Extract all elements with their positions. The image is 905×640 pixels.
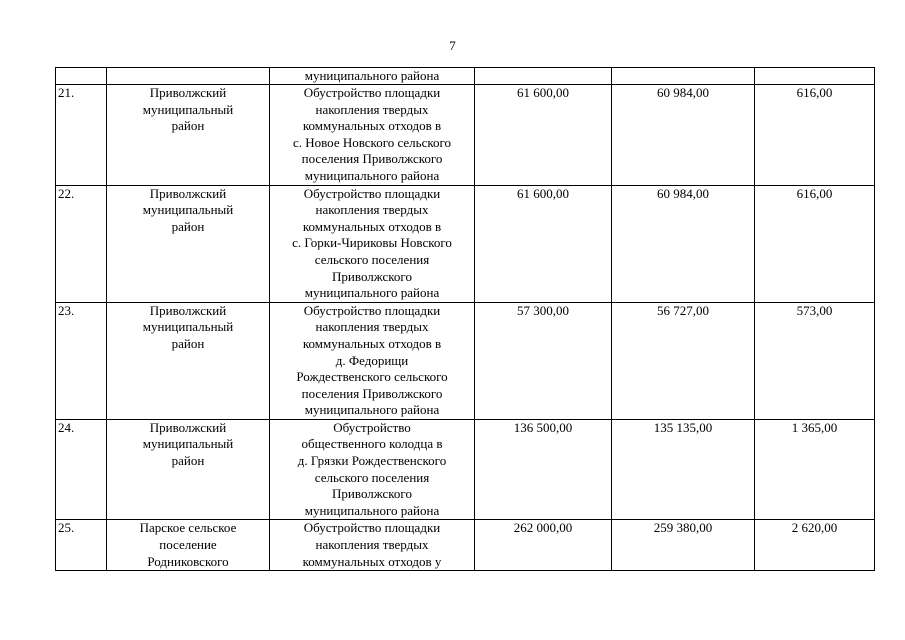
description-line: коммунальных отходов в xyxy=(302,335,442,351)
description-line: поселения Приволжского xyxy=(301,151,443,167)
table-row xyxy=(56,419,875,520)
cell-local: 616,00 xyxy=(755,185,875,302)
cell-federal: 56 727,00 xyxy=(612,302,755,419)
description-line: муниципального района xyxy=(304,502,440,518)
description-line: Обустройство площадки xyxy=(303,85,441,100)
cell-number xyxy=(56,68,107,85)
table-row xyxy=(56,85,875,186)
description-line: муниципального района xyxy=(304,402,440,418)
district-line: Приволжский xyxy=(149,302,227,318)
district-line: Парское сельское xyxy=(139,520,237,536)
cell-total: 136 500,00 xyxy=(475,419,612,520)
cell-number: 23. xyxy=(56,302,107,419)
description-line: Обустройство xyxy=(333,419,411,435)
district-line: муниципальный xyxy=(142,319,234,335)
cell-total xyxy=(475,68,612,85)
cell-number: 25. xyxy=(56,520,107,571)
cell-number: 24. xyxy=(56,419,107,520)
cell-district xyxy=(107,185,270,302)
description-line: д. Грязки Рождественского xyxy=(297,453,447,469)
cell-federal: 60 984,00 xyxy=(612,85,755,186)
description-line: сельского поселения xyxy=(314,469,430,485)
cell-description xyxy=(270,520,475,571)
cell-district xyxy=(107,419,270,520)
description-line: Обустройство площадки xyxy=(303,520,441,536)
description-line: с. Горки-Чириковы Новского xyxy=(292,235,452,251)
description-line: Приволжского xyxy=(332,486,412,502)
district-line: муниципальный xyxy=(142,436,234,452)
page-number: 7 xyxy=(449,38,456,53)
description-line: накопления твердых xyxy=(315,202,429,218)
description-line: накопления твердых xyxy=(315,101,429,117)
cell-district xyxy=(107,302,270,419)
cell-local xyxy=(755,68,875,85)
cell-local: 616,00 xyxy=(755,85,875,186)
cell-description xyxy=(270,85,475,186)
budget-table xyxy=(55,67,875,571)
description-line: муниципального района xyxy=(304,285,440,301)
table-row xyxy=(56,302,875,419)
cell-description xyxy=(270,302,475,419)
cell-total: 262 000,00 xyxy=(475,520,612,571)
district-line: поселение xyxy=(159,537,217,553)
cell-number: 22. xyxy=(56,185,107,302)
district-line: район xyxy=(171,218,205,234)
description-line: коммунальных отходов у xyxy=(302,553,442,569)
description-line: коммунальных отходов в xyxy=(302,218,442,234)
description-line: Обустройство площадки xyxy=(303,185,441,201)
cell-total: 61 600,00 xyxy=(475,85,612,186)
cell-description xyxy=(270,185,475,302)
cell-district xyxy=(107,85,270,186)
description-line: Рождественского сельского xyxy=(296,369,448,385)
cell-local: 1 365,00 xyxy=(755,419,875,520)
description-line: д. Федорищи xyxy=(335,352,409,368)
table-row xyxy=(56,185,875,302)
cell-federal: 135 135,00 xyxy=(612,419,755,520)
description-line: с. Новое Новского сельского xyxy=(292,134,452,150)
cell-district xyxy=(107,68,270,85)
description-line: общественного колодца в xyxy=(301,436,443,452)
cell-total: 61 600,00 xyxy=(475,185,612,302)
description-line: муниципального района xyxy=(304,167,440,183)
description-line: Обустройство площадки xyxy=(303,302,441,318)
table-row-continuation xyxy=(56,68,875,85)
description-line: сельского поселения xyxy=(314,251,430,267)
description-line: Приволжского xyxy=(332,268,412,284)
district-line: район xyxy=(171,335,205,351)
cell-local: 2 620,00 xyxy=(755,520,875,571)
cell-description: муниципального района xyxy=(270,68,475,85)
table-row xyxy=(56,520,875,571)
cell-federal: 259 380,00 xyxy=(612,520,755,571)
district-line: Приволжский xyxy=(149,419,227,435)
district-line: район xyxy=(171,453,205,469)
description-line: накопления твердых xyxy=(315,537,429,553)
cell-local: 573,00 xyxy=(755,302,875,419)
description-line: коммунальных отходов в xyxy=(302,118,442,134)
cell-federal: 60 984,00 xyxy=(612,185,755,302)
description-line: поселения Приволжского xyxy=(301,385,443,401)
district-line: Приволжский xyxy=(149,185,227,201)
district-line: Родниковского xyxy=(147,553,229,569)
cell-district xyxy=(107,520,270,571)
district-line: муниципальный xyxy=(142,202,234,218)
district-line: район xyxy=(171,118,205,134)
description-line: накопления твердых xyxy=(315,319,429,335)
district-line: Приволжский xyxy=(149,85,227,100)
cell-number: 21. xyxy=(56,85,107,186)
district-line: муниципальный xyxy=(142,101,234,117)
cell-description xyxy=(270,419,475,520)
cell-total: 57 300,00 xyxy=(475,302,612,419)
cell-federal xyxy=(612,68,755,85)
